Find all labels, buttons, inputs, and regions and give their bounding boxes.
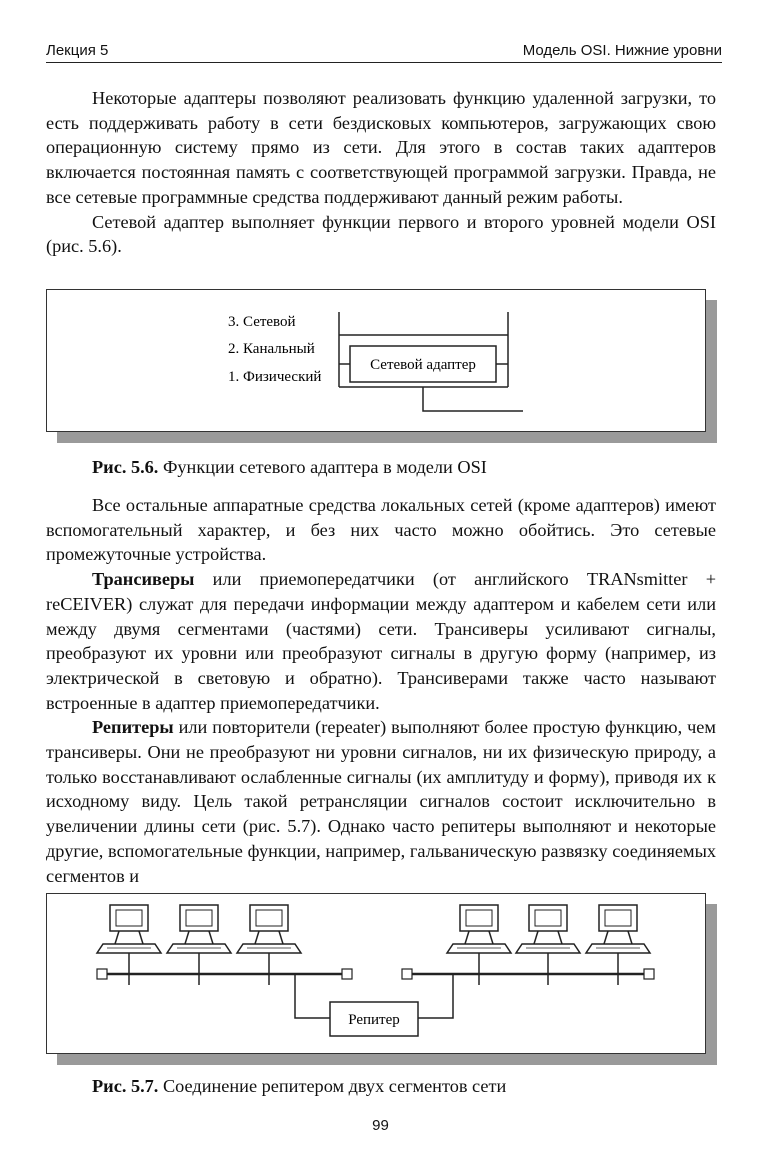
layer-3-label: 3. Сетевой — [228, 314, 296, 330]
network-adapter-label: Сетевой адаптер — [370, 357, 476, 373]
paragraph-auxiliary-devices: Все остальные аппаратные средства локальных сетей (кроме адаптеров) имеют вспомогательный характер, и без них часто можно обойтись. Это сетевые промежуточные устройства. — [46, 495, 716, 565]
layer-2-label: 2. Канальный — [228, 341, 315, 357]
caption-number: Рис. 5.6. — [92, 457, 159, 477]
paragraph-adapter-functions: Сетевой адаптер выполняет функции первого и второго уровней модели OSI (рис. 5.6). — [46, 211, 716, 257]
page-number: 99 — [372, 1117, 389, 1134]
text-block-middle — [46, 493, 716, 888]
paragraph-transceivers: Трансиверы или приемопередатчики (от английского TRANsmitter + reCEIVER) служат для передачи информации между адаптером и кабелем сети или между двумя сегментами (частями) сети. Трансиверы усиливают сигналы, преобразуют их уровни или преобразуют сигналы в другую форму (например, из электрической в световую и обратно). Трансиверами также часто называют встроенные в адаптер приемопередатчики. — [46, 569, 716, 713]
terminator-1-right — [342, 969, 352, 979]
caption-text: Соединение репитером двух сегментов сети — [162, 1076, 507, 1096]
caption-number: Рис. 5.7. — [92, 1076, 159, 1096]
repeater-link-right — [418, 974, 453, 1018]
caption-text: Функции сетевого адаптера в модели OSI — [162, 457, 487, 477]
osi-adapter-diagram — [47, 290, 704, 430]
running-header — [46, 40, 722, 63]
header-chapter-title: Модель OSI. Нижние уровни — [522, 42, 722, 59]
repeater-link-left — [295, 974, 330, 1018]
terminator-2-right — [644, 969, 654, 979]
text-block-top — [46, 86, 716, 259]
terminator-1-left — [97, 969, 107, 979]
figure-osi-adapter — [46, 289, 706, 432]
figure-5-6-caption — [92, 457, 487, 478]
terminator-2-left — [402, 969, 412, 979]
header-lecture: Лекция 5 — [46, 42, 109, 59]
repeater-diagram — [47, 894, 704, 1052]
cable-line — [423, 387, 523, 411]
figure-5-7-caption — [92, 1076, 506, 1097]
repeater-label: Репитер — [348, 1012, 400, 1028]
term-repeaters: Репитеры — [92, 717, 174, 738]
paragraph-remote-boot: Некоторые адаптеры позволяют реализовать функцию удаленной загрузки, то есть поддерживать работу в сети бездисковых компьютеров, загружающих свою операционную систему прямо из сети. Для этого в состав таких адаптеров включается постоянная память с соответствующей программой загрузки. Правда, не все сетевые программные средства поддерживают данный режим работы. — [46, 88, 716, 207]
paragraph-repeaters: Репитеры или повторители (repeater) выполняют более простую функцию, чем трансиверы. Они не преобразуют ни уровни сигналов, ни их физическую природу, а только восстанавливают ослабленные сигналы (их амплитуду и форму), приводя их к исходному виду. Цель такой ретрансляции сигналов состоит исключительно в увеличении длины сети (рис. 5.7). Однако часто репитеры выполняют и некоторые другие, вспомогательные функции, например, гальваническую развязку соединяемых сегментов и — [46, 717, 716, 886]
term-transceivers: Трансиверы — [92, 569, 195, 590]
figure-repeater-segments — [46, 893, 706, 1054]
layer-1-label: 1. Физический — [228, 369, 322, 385]
